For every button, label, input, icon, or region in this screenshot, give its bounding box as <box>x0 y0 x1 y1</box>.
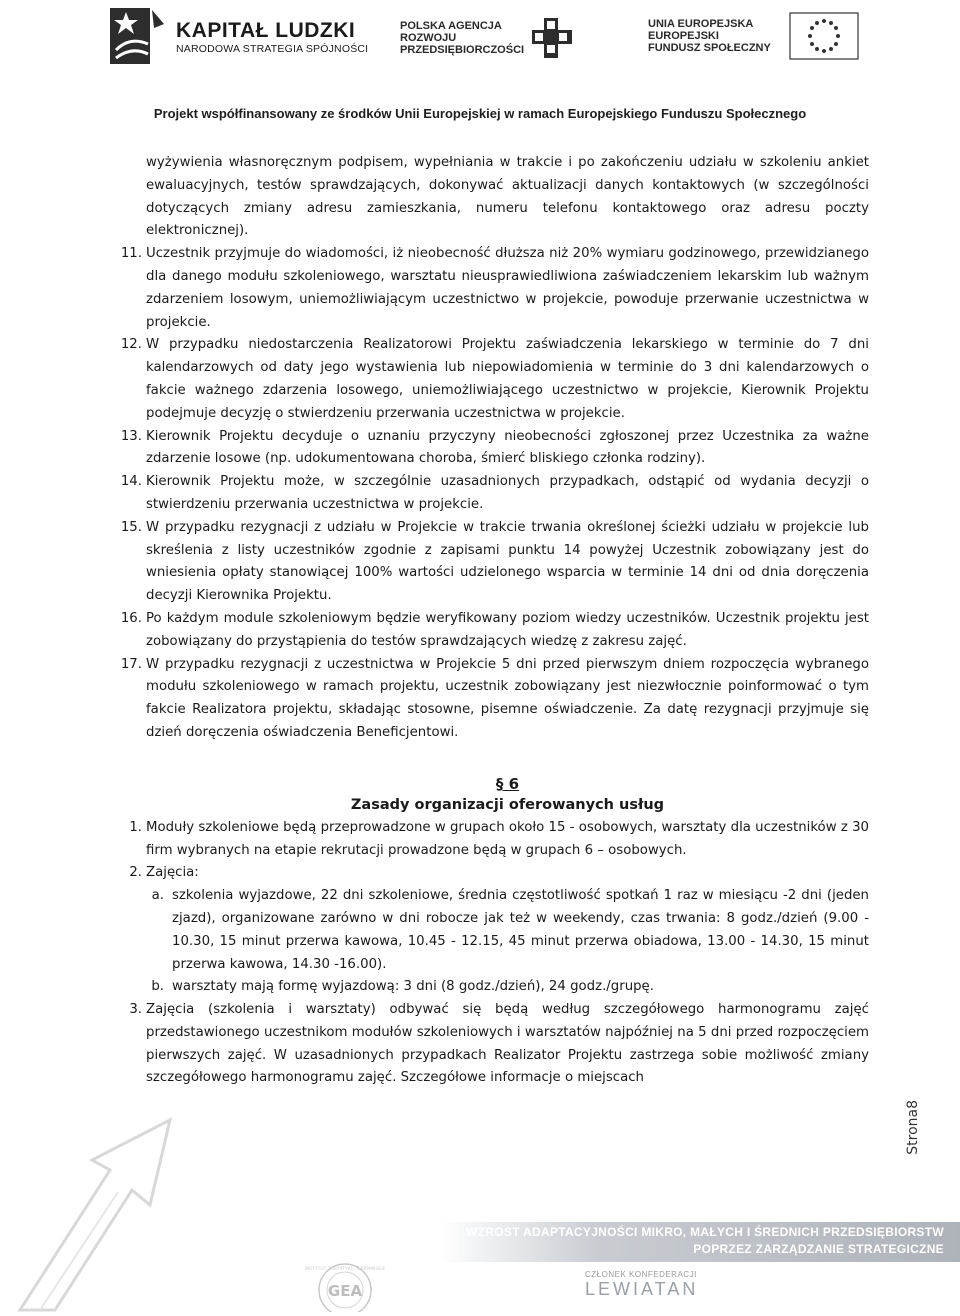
parp-line-2: ROZWOJU <box>400 32 457 44</box>
eu-line-2: EUROPEJSKI <box>648 30 719 42</box>
parp-logo <box>400 16 574 60</box>
item-number: 14. <box>120 474 142 490</box>
numbered-list <box>120 243 869 745</box>
item-number: 13. <box>120 428 142 444</box>
list-item <box>120 334 869 425</box>
cofinancing-statement: Projekt współfinansowany ze środków Unii Europejskiej w ramach Europejskiego Funduszu Społecznego <box>153 106 807 121</box>
sub-list-item <box>146 976 869 999</box>
item-text: Po każdym module szkoleniowym będzie weryfikowany poziom wiedzy uczestników. Uczestnik projektu jest zobowiązany do przystąpienia do testów sprawdzających wiedzę z zakresu zajęć. <box>146 610 869 649</box>
kapital-ludzki-emblem-icon <box>108 6 168 68</box>
item-number: 16. <box>120 610 142 626</box>
document-body <box>120 152 869 1090</box>
kapital-ludzki-logo <box>108 6 368 68</box>
gea-text: GEA <box>327 1282 363 1300</box>
section-title: Zasady organizacji oferowanych usług <box>350 796 665 813</box>
item-text: W przypadku rezygnacji z udziału w Projekcie w trakcie trwania określonej ścieżki udziału w projekcie lub skreślenia z listy uczestników zgodnie z zapisami punktu 14 powyżej Uczestnik zobowiązany jest do wniesienia opłaty stanowiącej 100% wartości udzielonego wsparcia w terminie 14 dni od dnia doręczenia decyzji Kierownika Projektu. <box>146 519 869 604</box>
item-text: Moduły szkoleniowe będą przeprowadzone w grupach około 15 - osobowych, warsztaty dla uczestników z 30 firm wybranych na etapie rekrutacji prowadzone będą w grupach 6 – osobowych. <box>146 819 869 858</box>
kapital-ludzki-title: KAPITAŁ LUDZKI <box>176 19 356 42</box>
list-item <box>120 426 869 472</box>
arrow-watermark-icon <box>0 1110 200 1312</box>
parp-cross-icon <box>530 16 574 60</box>
lewiatan-logo <box>585 1270 698 1300</box>
eu-flag-icon <box>789 12 859 60</box>
list-item <box>120 243 869 334</box>
list-item <box>120 608 869 654</box>
item-number: 1. <box>129 819 142 835</box>
item-number: 3. <box>129 1002 142 1018</box>
sub-item-text: szkolenia wyjazdowe, 22 dni szkoleniowe, średnia częstotliwość spotkań 1 raz w miesiącu -2 dni (jeden zjazd), organizowane zarówno w dni robocze jak też w weekendy, czas trwania: 8 godz./dzień (9.00 - 10.30, 15 minut przerwa kawowa, 10.45 - 12.15, 45 minut przerwa obiadowa, 13.00 - 14.30, 15 minut przerwa kawowa, 14.30 -16.00). <box>172 888 869 972</box>
page-number-label: Strona8 <box>905 1100 921 1155</box>
kapital-ludzki-subtitle: NARODOWA STRATEGIA SPÓJNOŚCI <box>176 43 369 55</box>
list-item <box>129 862 869 885</box>
item-number: 11. <box>120 246 142 262</box>
section-list <box>129 817 869 1091</box>
lewiatan-caption: CZŁONEK KONFEDERACJI <box>585 1270 697 1279</box>
item-text: Kierownik Projektu może, w szczególnie uzasadnionych przypadkach, odstąpić od wydania decyzji o stwierdzeniu przerwania uczestnictwa w projekcie. <box>146 474 869 512</box>
eu-efs-logo <box>648 12 859 60</box>
banner-line-2: POPRZEZ ZARZĄDZANIE STRATEGICZNE <box>693 1242 944 1256</box>
item-text: Uczestnik przyjmuje do wiadomości, iż nieobecność dłuższa niż 20% wymiaru godzinowego, przewidzianego dla danego modułu szkoleniowego, warsztatu nieusprawiedliwiona zaświadczeniem lekarskim lub ważnym zdarzeniem losowym, uniemożliwiającym uczestnictwo w projekcie, powoduje przerwanie uczestnictwa w projekcie. <box>146 246 869 330</box>
parp-line-1: POLSKA AGENCJA <box>400 20 502 32</box>
item-text: Zajęcia: <box>146 865 199 881</box>
section-sign: § 6 <box>495 774 520 793</box>
sub-item-label: a. <box>151 888 164 904</box>
eu-line-1: UNIA EUROPEJSKA <box>648 18 754 30</box>
item-number: 12. <box>120 337 142 353</box>
item-text: Kierownik Projektu decyduje o uznaniu przyczyny nieobecności zgłoszonej przez Uczestnika za ważne zdarzenie losowe (np. udokumentowana choroba, śmierć bliskiego członka rodziny). <box>146 428 869 467</box>
sub-item-label: b. <box>151 979 164 995</box>
document-footer <box>0 1110 960 1312</box>
intro-paragraph: wyżywienia własnoręcznym podpisem, wypełniania w trakcie i po zakończeniu udziału w szkoleniu ankiet ewaluacyjnych, testów sprawdzających, dokonywać aktualizacji danych kontaktowych (w szczególności dotyczących zmiany adresu zamieszkania, numeru telefonu kontaktowego oraz adresu poczty elektronicznej). <box>146 155 869 239</box>
lewiatan-name: LEWIATAN <box>585 1279 699 1299</box>
sub-list-item <box>146 885 869 976</box>
sub-item-text: warsztaty mają formę wyjazdową: 3 dni (8 godz./dzień), 24 godz./grupę. <box>172 979 654 995</box>
eu-line-3: FUNDUSZ SPOŁECZNY <box>648 42 771 54</box>
item-number: 2. <box>129 865 142 881</box>
item-number: 17. <box>120 656 142 672</box>
gea-seal-icon <box>295 1260 395 1312</box>
list-item <box>120 471 869 517</box>
document-header <box>0 0 960 135</box>
gea-ring-text: INSTYTUT TURYSTYKI · WARMIŃSKIE <box>304 1267 386 1272</box>
project-title-banner <box>440 1222 960 1262</box>
parp-line-3: PRZEDSIĘBIORCZOŚCI <box>400 44 525 56</box>
list-item <box>129 817 869 863</box>
gea-institute-logo <box>295 1260 395 1316</box>
item-number: 15. <box>120 519 142 535</box>
list-item <box>120 517 869 608</box>
item-text: W przypadku rezygnacji z uczestnictwa w Projekcie 5 dni przed pierwszym dniem rozpoczęcia wybranego modułu szkoleniowego w ramach projektu, uczestnik zobowiązany jest niezwłocznie poinformować o tym fakcie Realizatora projektu, składając stosowne, pisemne oświadczenie. Za datę rezygnacji przyjmuje się dzień doręczenia oświadczenia Beneficjentowi. <box>146 656 869 740</box>
list-item <box>120 654 869 745</box>
list-item <box>129 999 869 1090</box>
item-text: Zajęcia (szkolenia i warsztaty) odbywać się będą według szczegółowego harmonogramu zajęć przedstawionego uczestnikom modułów szkoleniowych i warsztatów najpóźniej na 5 dni przed rozpoczęciem pierwszych zajęć. W uzasadnionych przypadkach Realizator Projektu zastrzega sobie możliwość zmiany szczegółowego harmonogramu zajęć. Szczegółowe informacje o miejscach <box>146 1002 869 1086</box>
item-text: W przypadku niedostarczenia Realizatorowi Projektu zaświadczenia lekarskiego w terminie do 7 dni kalendarzowych od daty jego wystawienia lub niepowiadomienia w terminie do 3 dni kalendarzowych o fakcie ważnego zdarzenia losowego, uniemożliwiającego uczestnictwo w projekcie, Kierownik Projektu podejmuje decyzję o stwierdzeniu przerwania uczestnictwa w projekcie. <box>146 337 869 421</box>
banner-line-1: WZROST ADAPTACYJNOŚCI MIKRO, MAŁYCH I ŚREDNICH PRZEDSIĘBIORSTW <box>466 1225 944 1239</box>
